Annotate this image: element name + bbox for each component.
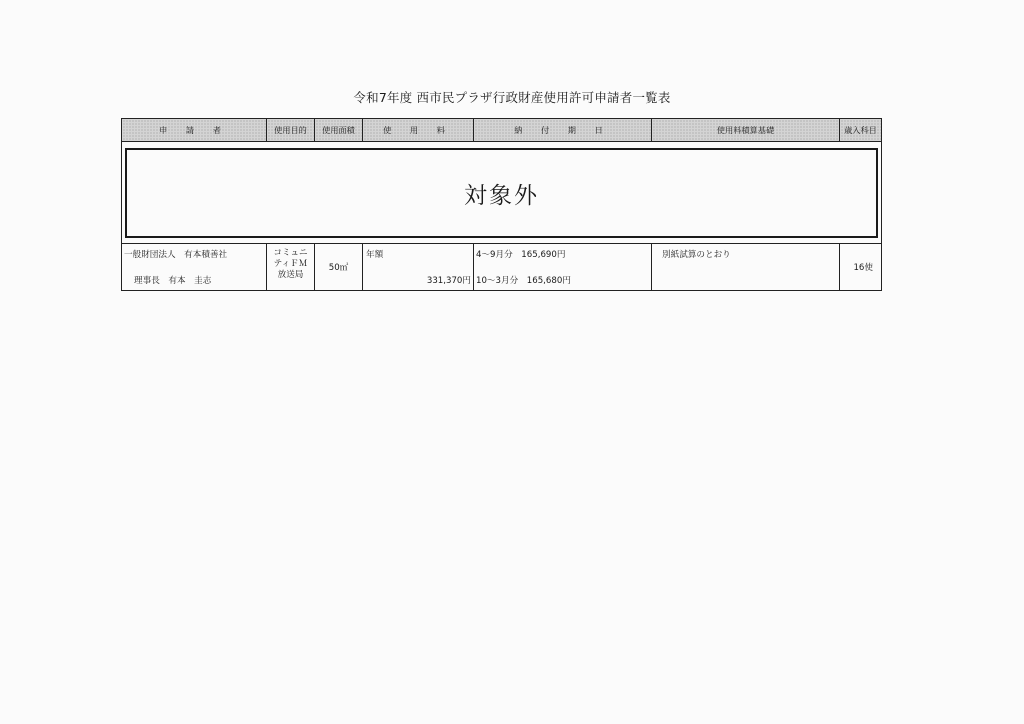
payment-first-half: 4～9月分 165,690円 (476, 250, 566, 260)
fee-amount: 331,370円 (426, 276, 471, 286)
applicant-org: 一般財団法人 有本積善社 (124, 250, 228, 260)
table-header-row (122, 119, 882, 142)
header-account: 歳入科目 (840, 119, 882, 142)
purpose-line: 放送局 (277, 270, 304, 280)
applicant-table (121, 118, 882, 291)
cell-purpose (267, 244, 315, 291)
purpose-line: ティＦＭ (273, 259, 308, 269)
document-title: 令和7年度 西市民プラザ行政財産使用許可申請者一覧表 (353, 90, 671, 105)
table-row (122, 244, 882, 291)
cell-payment-due (474, 244, 652, 291)
header-applicant: 申 請 者 (122, 119, 267, 142)
cell-fee-basis (652, 244, 840, 291)
applicant-rep: 理事長 有本 圭志 (134, 276, 212, 286)
cell-fee (363, 244, 474, 291)
header-fee-basis: 使用料積算基礎 (652, 119, 840, 142)
cell-applicant (122, 244, 267, 291)
exclusion-label: 対象外 (125, 148, 878, 238)
header-payment-due: 納 付 期 日 (474, 119, 652, 142)
fee-basis-text: 別紙試算のとおり (662, 250, 731, 260)
payment-second-half: 10～3月分 165,680円 (476, 276, 571, 286)
fee-type: 年額 (366, 250, 384, 260)
exclusion-row (122, 142, 882, 244)
header-fee: 使 用 料 (363, 119, 474, 142)
exclusion-cell (122, 142, 882, 244)
purpose-line: コミュニ (273, 248, 308, 258)
cell-account: 16使 (840, 244, 882, 291)
cell-area: 50㎡ (315, 244, 363, 291)
header-purpose: 使用目的 (267, 119, 315, 142)
header-area: 使用面積 (315, 119, 363, 142)
